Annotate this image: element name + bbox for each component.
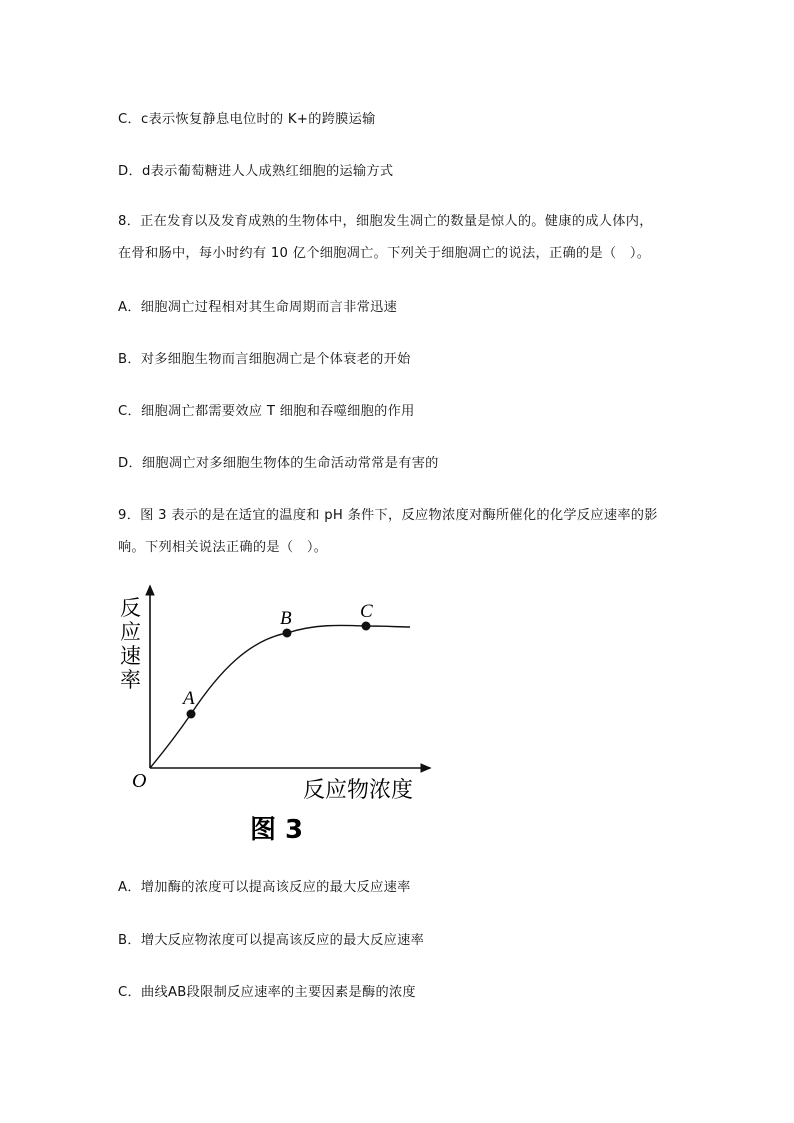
y-label-1: 反: [120, 596, 141, 620]
point-b: [283, 629, 292, 638]
label-a: A: [183, 688, 195, 709]
origin-label: O: [132, 770, 147, 792]
q9-option-c: C．曲线AB段限制反应速率的主要因素是酶的浓度: [118, 985, 416, 1000]
q9-stem-line2: 响。下列相关说法正确的是（ ）。: [118, 540, 328, 555]
point-c: [362, 622, 371, 631]
point-a: [187, 710, 196, 719]
q8-option-b: B．对多细胞生物而言细胞凋亡是个体衰老的开始: [118, 352, 411, 367]
q7-option-c: C．c表示恢复静息电位时的 K+的跨膜运输: [118, 112, 376, 127]
label-c: C: [360, 601, 373, 622]
q8-option-d: D．细胞凋亡对多细胞生物体的生命活动常常是有害的: [118, 456, 439, 471]
y-label-2: 应: [120, 620, 141, 644]
y-label-3: 速: [120, 644, 141, 668]
x-axis-label: 反应物浓度: [303, 778, 414, 803]
q8-option-c: C．细胞凋亡都需要效应 T 细胞和吞噬细胞的作用: [118, 404, 415, 419]
y-label-4: 率: [120, 668, 141, 692]
figure-3-enzyme-curve: [110, 580, 440, 850]
q9-option-b: B．增大反应物浓度可以提高该反应的最大反应速率: [118, 933, 425, 948]
label-b: B: [280, 608, 292, 629]
q7-option-d: D．d表示葡萄糖进人人成熟红细胞的运输方式: [118, 164, 394, 179]
q8-stem-line2: 在骨和肠中，每小时约有 10 亿个细胞凋亡。下列关于细胞凋亡的说法，正确的是（ ）。: [118, 246, 651, 261]
q9-option-a: A．增加酶的浓度可以提高该反应的最大反应速率: [118, 880, 411, 895]
q8-option-a: A．细胞凋亡过程相对其生命周期而言非常迅速: [118, 300, 398, 315]
q9-stem-line1: 9．图 3 表示的是在适宜的温度和 pH 条件下，反应物浓度对酶所催化的化学反应速率的影: [118, 508, 658, 523]
figure-caption: 图 3: [250, 815, 304, 845]
q8-stem-line1: 8．正在发育以及发育成熟的生物体中，细胞发生凋亡的数量是惊人的。健康的成人体内，: [118, 214, 653, 229]
